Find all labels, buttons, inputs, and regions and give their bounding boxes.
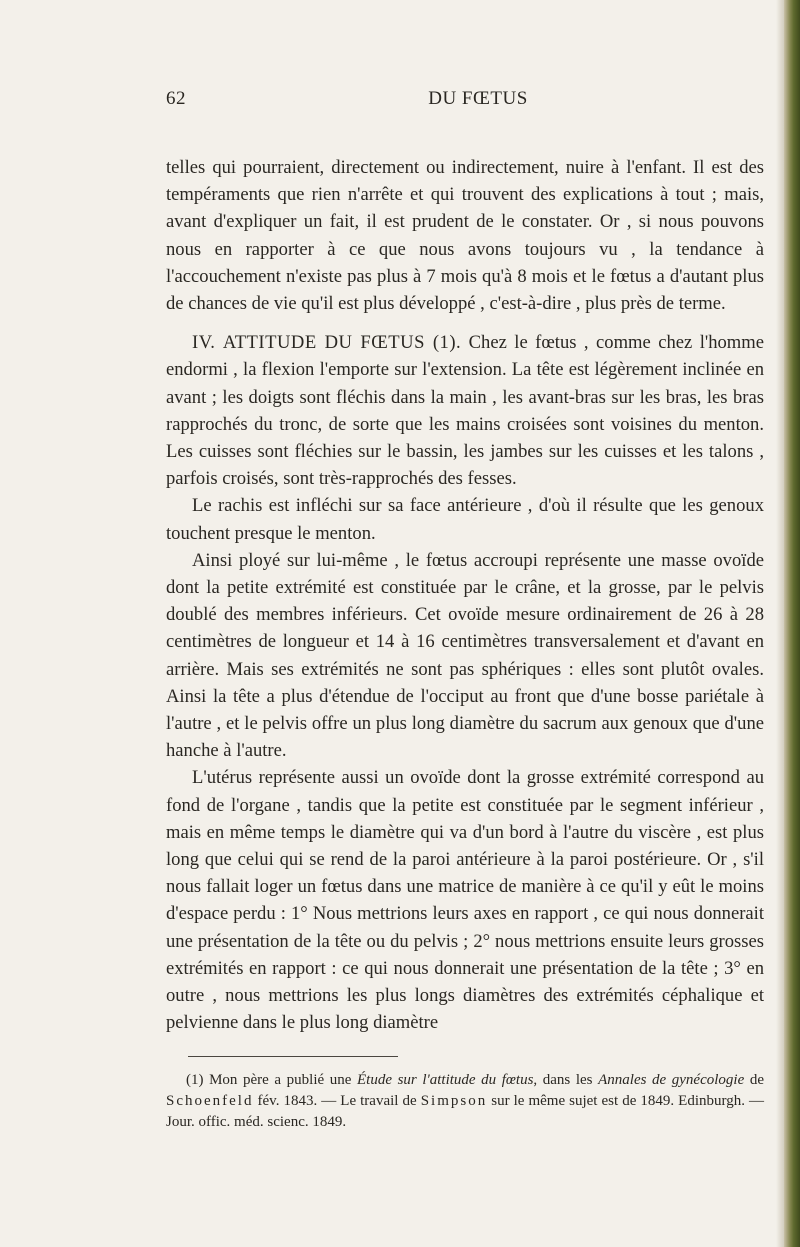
footnote-text-d: fév. 1843. — Le travail de [257,1093,417,1109]
section-iv-paragraph [166,329,764,492]
paragraph-rachis: Le rachis est infléchi sur sa face antérieure , d'où il résulte que les genoux touchent presque le menton. [166,495,764,544]
footnote-author-schoenfeld: Schoenfeld [166,1093,254,1109]
footnote-text-c: de [749,1072,765,1088]
page-header [166,88,730,118]
footnote-author-simpson: Simpson [420,1093,488,1109]
footnote-journal: Annales de gynécologie [598,1072,745,1088]
section-number: IV. [192,332,216,354]
footnote-text-b: , dans les [533,1072,593,1088]
page-number: 62 [166,88,186,109]
running-title: DU FŒTUS [428,88,528,109]
paragraph-ovoide: Ainsi ployé sur lui-même , le fœtus accroupi représente une masse ovoïde dont la petite extrémité est constituée par le crâne, et la grosse, par le pelvis doublé des membres inférieurs. Cet ovoïde mesure ordinairement de 26 à 28 centimètres de longueur et 14 à 16 centimètres transversalement et d'avant en arrière. Mais ses extrémités ne sont pas sphériques : elles sont plutôt ovales. Ainsi la tête a plus d'étendue de l'occiput au front que d'une bosse pariétale à l'autre , et le pelvis offre un plus long diamètre du sacrum aux genoux que d'une hanche à l'autre. [166,549,764,762]
paragraph-uterus: L'utérus représente aussi un ovoïde dont la grosse extrémité correspond au fond de l'organe , tandis que la petite est constituée par le segment inférieur , mais en même temps le diamètre qui va d'un bord à l'autre du viscère , est plus long que celui qui se rend de la paroi antérieure à la paroi postérieure. Or , s'il nous fallait loger un fœtus dans une matrice de manière à ce qu'il y eût le moins d'espace perdu : 1° Nous mettrions leurs axes en rapport , ce qui nous donnerait une présentation de la tête ou du pelvis ; 2° nous mettrions ensuite leurs grosses extrémités en rapport : ce qui nous donnerait une présentation de la tête ; 3° en outre , nous mettrions les plus longs diamètres des extrémités céphalique et pelvienne dans le plus long diamètre [166,767,764,1034]
body-text [166,154,764,1037]
paragraph-continuation: telles qui pourraient, directement ou indirectement, nuire à l'enfant. Il est des tempéraments que rien n'arrête et qui trouvent des explications à tout ; mais, avant d'expliquer un fait, il est prudent de le constater. Or , si nous pouvons nous en rapporter à ce que nous avons toujours vu , la tendance à l'accouchement n'existe pas plus à 7 mois qu'à 8 mois et le fœtus a d'autant plus de chances de vie qu'il est plus développé , c'est-à-dire , plus près de terme. [166,157,764,315]
footnote-title: Étude sur l'attitude du fœtus [357,1072,534,1088]
footnote [166,1070,764,1133]
section-title: ATTITUDE DU FŒTUS (1). [222,332,462,354]
footnote-rule [188,1056,398,1057]
page-edge [784,0,800,1247]
binding-shadow [776,0,784,1247]
footnote-marker: (1) [186,1072,204,1088]
footnote-text-a: Mon père a publié une [209,1072,352,1088]
footnote-text [166,1070,764,1133]
section-iv-text: Chez le fœtus , comme chez l'homme endormi , la flexion l'emporte sur l'extension. La tête est légèrement inclinée en avant ; les doigts sont fléchis dans la main , les avant-bras sur les bras, les bras rapprochés du tronc, de sorte que les mains croisées sont voisines du menton. Les cuisses sont fléchies sur le bassin, les jambes sur les cuisses et les talons , parfois croisés, sont très-rapprochés des fesses. [166,332,764,490]
footnote-text-e: sur le même sujet est de 1849. Edinburgh. — Jour. offic. méd. scienc. 1849. [166,1093,764,1130]
